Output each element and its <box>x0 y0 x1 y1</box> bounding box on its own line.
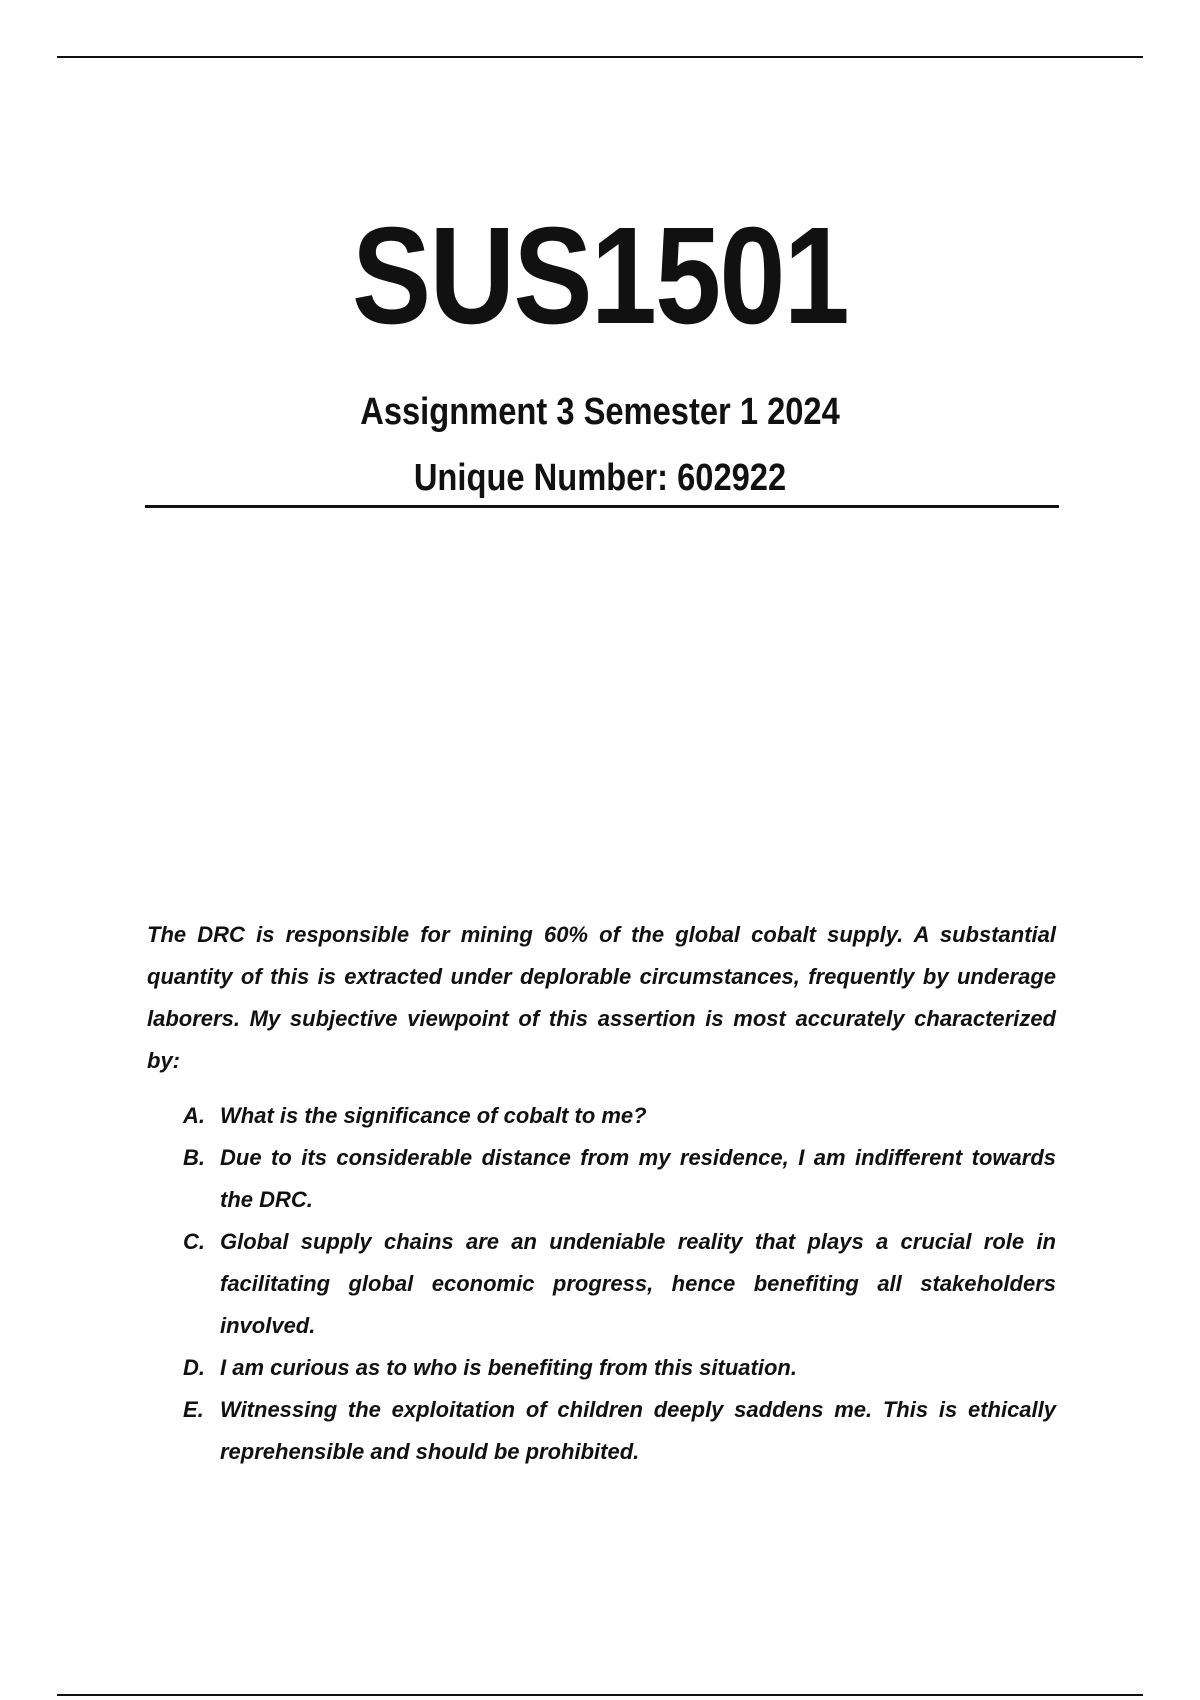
answer-option-c <box>147 1221 1056 1347</box>
option-text: I am curious as to who is benefiting from this situation. <box>220 1355 797 1380</box>
answer-option-b <box>147 1137 1056 1221</box>
option-text: Witnessing the exploitation of children deeply saddens me. This is ethically reprehensible and should be prohibited. <box>220 1397 1056 1464</box>
option-text: Due to its considerable distance from my residence, I am indifferent towards the DRC. <box>220 1145 1056 1212</box>
option-letter: A. <box>183 1103 205 1128</box>
answer-option-a <box>147 1095 1056 1137</box>
option-text: What is the significance of cobalt to me? <box>220 1103 647 1128</box>
option-letter: B. <box>183 1145 205 1170</box>
answer-option-e <box>147 1389 1056 1473</box>
option-letter: C. <box>183 1229 205 1254</box>
title-underline <box>145 505 1059 508</box>
course-code-title: SUS1501 <box>351 199 849 353</box>
question-text: The DRC is responsible for mining 60% of the global cobalt supply. A substantial quantity of this is extracted under deplorable circumstances, frequently by underage laborers. My subjective viewpoint of this assertion is most accurately characterized by: <box>147 922 1056 1073</box>
answer-options-list <box>147 1095 1056 1473</box>
bottom-rule <box>57 1694 1143 1696</box>
option-text: Global supply chains are an undeniable reality that plays a crucial role in facilitating global economic progress, hence benefiting all stakeholders involved. <box>220 1229 1056 1338</box>
option-letter: E. <box>183 1397 204 1422</box>
assignment-subtitle: Assignment 3 Semester 1 2024 <box>360 391 840 433</box>
answer-option-d <box>147 1347 1056 1389</box>
option-letter: D. <box>183 1355 205 1380</box>
unique-number: Unique Number: 602922 <box>413 457 787 499</box>
top-rule <box>57 56 1143 58</box>
